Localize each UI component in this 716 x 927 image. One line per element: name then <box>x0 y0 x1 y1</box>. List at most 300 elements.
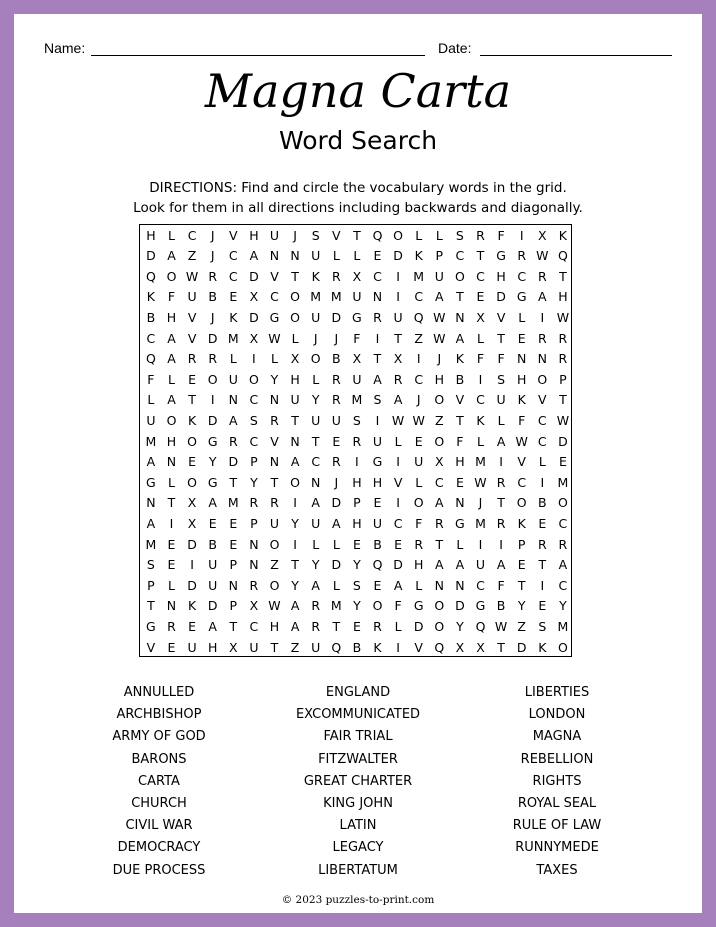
grid-letter[interactable]: A <box>167 351 176 367</box>
grid-letter[interactable]: E <box>229 516 238 531</box>
grid-letter[interactable]: G <box>372 454 383 470</box>
grid-letter[interactable]: C <box>311 454 321 470</box>
grid-letter[interactable]: A <box>249 248 259 264</box>
grid-letter[interactable]: A <box>290 454 300 470</box>
grid-letter[interactable]: A <box>393 577 403 593</box>
grid-letter[interactable]: W <box>185 268 199 284</box>
grid-letter[interactable]: K <box>373 639 382 655</box>
grid-letter[interactable]: C <box>517 474 527 490</box>
grid-letter[interactable]: V <box>270 433 279 449</box>
grid-letter[interactable]: L <box>229 351 237 367</box>
grid-letter[interactable]: L <box>456 536 464 552</box>
grid-letter[interactable]: D <box>249 268 259 284</box>
grid-letter[interactable]: R <box>414 536 424 552</box>
grid-letter[interactable]: M <box>475 516 486 531</box>
grid-letter[interactable]: N <box>455 495 465 511</box>
name-field-line[interactable] <box>91 55 425 56</box>
grid-letter[interactable]: C <box>476 392 485 408</box>
grid-letter[interactable]: O <box>310 351 321 367</box>
grid-letter[interactable]: R <box>311 619 321 634</box>
grid-letter[interactable]: M <box>351 392 363 408</box>
grid-letter[interactable]: X <box>476 310 485 325</box>
grid-letter[interactable]: Q <box>475 619 486 634</box>
grid-letter[interactable]: Y <box>353 557 361 573</box>
grid-letter[interactable]: R <box>558 351 568 367</box>
grid-letter[interactable]: E <box>558 454 567 470</box>
grid-letter[interactable]: U <box>290 392 300 408</box>
grid-letter[interactable]: S <box>352 577 361 593</box>
grid-letter[interactable]: D <box>331 495 342 511</box>
grid-letter[interactable]: C <box>558 516 568 531</box>
grid-letter[interactable]: N <box>517 351 527 367</box>
grid-letter[interactable]: A <box>290 619 300 634</box>
grid-letter[interactable]: A <box>167 248 176 264</box>
grid-letter[interactable]: D <box>187 536 197 552</box>
grid-letter[interactable]: S <box>146 557 155 573</box>
grid-letter[interactable]: C <box>228 248 238 264</box>
grid-letter[interactable]: K <box>455 351 464 367</box>
grid-letter[interactable]: D <box>331 557 342 573</box>
grid-letter[interactable]: D <box>331 310 342 325</box>
grid-letter[interactable]: Y <box>353 598 361 614</box>
grid-letter[interactable]: C <box>517 268 527 284</box>
grid-letter[interactable]: M <box>330 289 342 305</box>
grid-letter[interactable]: L <box>168 227 175 243</box>
grid-letter[interactable]: I <box>396 289 400 305</box>
grid-letter[interactable]: V <box>270 268 279 284</box>
grid-letter[interactable]: C <box>558 577 568 593</box>
grid-letter[interactable]: S <box>497 371 506 387</box>
grid-letter[interactable]: L <box>435 227 443 243</box>
grid-letter[interactable]: W <box>556 413 570 428</box>
grid-letter[interactable]: E <box>229 536 238 552</box>
grid-letter[interactable]: F <box>456 433 464 449</box>
grid-letter[interactable]: H <box>249 227 259 243</box>
grid-letter[interactable]: P <box>250 454 258 470</box>
grid-letter[interactable]: L <box>168 371 175 387</box>
grid-letter[interactable]: U <box>414 454 424 470</box>
grid-letter[interactable]: R <box>187 351 197 367</box>
grid-letter[interactable]: O <box>393 227 404 243</box>
grid-letter[interactable]: X <box>249 598 259 614</box>
grid-letter[interactable]: H <box>166 310 177 325</box>
grid-letter[interactable]: N <box>455 310 465 325</box>
grid-letter[interactable]: X <box>187 495 197 511</box>
grid-letter[interactable]: L <box>168 474 175 490</box>
grid-letter[interactable]: N <box>269 392 280 408</box>
grid-letter[interactable]: U <box>269 227 280 243</box>
grid-letter[interactable]: K <box>476 413 485 428</box>
grid-letter[interactable]: Z <box>517 619 526 634</box>
grid-letter[interactable]: U <box>311 639 321 655</box>
grid-letter[interactable]: C <box>270 289 279 305</box>
grid-letter[interactable]: A <box>229 413 238 428</box>
grid-letter[interactable]: C <box>146 330 156 346</box>
grid-letter[interactable]: C <box>537 413 547 428</box>
grid-letter[interactable]: U <box>311 248 321 264</box>
date-field-line[interactable] <box>480 55 672 56</box>
grid-letter[interactable]: R <box>249 577 259 593</box>
grid-letter[interactable]: I <box>375 330 380 346</box>
grid-letter[interactable]: X <box>393 351 403 367</box>
grid-letter[interactable]: T <box>559 392 567 408</box>
grid-letter[interactable]: Y <box>291 577 299 593</box>
grid-letter[interactable]: E <box>167 639 176 655</box>
grid-letter[interactable]: H <box>352 516 362 531</box>
grid-letter[interactable]: D <box>496 289 506 305</box>
grid-letter[interactable]: N <box>290 433 300 449</box>
grid-letter[interactable]: E <box>373 495 382 511</box>
grid-letter[interactable]: J <box>210 310 215 325</box>
grid-letter[interactable]: L <box>415 577 423 593</box>
grid-letter[interactable]: R <box>331 371 341 387</box>
grid-letter[interactable]: T <box>311 433 320 449</box>
grid-letter[interactable]: K <box>558 227 567 243</box>
grid-letter[interactable]: I <box>478 371 483 387</box>
grid-letter[interactable]: I <box>375 413 380 428</box>
grid-letter[interactable]: V <box>187 310 197 325</box>
grid-letter[interactable]: A <box>290 598 300 614</box>
grid-letter[interactable]: K <box>146 289 155 305</box>
grid-letter[interactable]: F <box>497 227 505 243</box>
grid-letter[interactable]: I <box>396 268 400 284</box>
grid-letter[interactable]: Y <box>291 516 299 531</box>
grid-letter[interactable]: D <box>146 248 156 264</box>
grid-letter[interactable]: P <box>517 536 526 552</box>
grid-letter[interactable]: U <box>434 268 444 284</box>
grid-letter[interactable]: Y <box>517 598 526 614</box>
grid-letter[interactable]: C <box>228 268 238 284</box>
grid-letter[interactable]: J <box>478 495 483 511</box>
grid-letter[interactable]: M <box>145 536 157 552</box>
grid-letter[interactable]: L <box>168 577 175 593</box>
grid-letter[interactable]: E <box>167 536 176 552</box>
grid-letter[interactable]: R <box>537 268 547 284</box>
grid-letter[interactable]: V <box>538 392 547 408</box>
grid-letter[interactable]: V <box>496 310 506 325</box>
grid-letter[interactable]: O <box>557 639 568 655</box>
grid-letter[interactable]: O <box>290 474 301 490</box>
grid-letter[interactable]: F <box>497 577 505 593</box>
grid-letter[interactable]: A <box>373 371 382 387</box>
grid-letter[interactable]: C <box>249 392 259 408</box>
grid-letter[interactable]: L <box>518 310 526 325</box>
grid-letter[interactable]: L <box>312 536 320 552</box>
grid-letter[interactable]: V <box>229 227 238 243</box>
grid-letter[interactable]: C <box>414 289 424 305</box>
grid-letter[interactable]: B <box>538 495 547 511</box>
grid-letter[interactable]: L <box>332 248 340 264</box>
grid-letter[interactable]: K <box>187 413 197 428</box>
grid-letter[interactable]: T <box>270 639 279 655</box>
grid-letter[interactable]: H <box>372 474 383 490</box>
grid-letter[interactable]: T <box>435 536 444 552</box>
grid-letter[interactable]: K <box>517 516 526 531</box>
grid-letter[interactable]: N <box>311 474 321 490</box>
grid-letter[interactable]: R <box>537 330 547 346</box>
grid-letter[interactable]: A <box>435 495 444 511</box>
grid-letter[interactable]: H <box>413 557 424 573</box>
grid-letter[interactable]: P <box>250 516 258 531</box>
grid-letter[interactable]: Q <box>372 557 383 573</box>
grid-letter[interactable]: A <box>332 516 341 531</box>
grid-letter[interactable]: I <box>478 536 483 552</box>
grid-letter[interactable]: R <box>208 268 218 284</box>
grid-letter[interactable]: C <box>476 577 485 593</box>
grid-letter[interactable]: D <box>558 433 568 449</box>
grid-letter[interactable]: X <box>476 639 485 655</box>
grid-letter[interactable]: P <box>353 495 361 511</box>
grid-letter[interactable]: H <box>290 371 300 387</box>
grid-letter[interactable]: M <box>227 495 239 511</box>
grid-letter[interactable]: O <box>454 268 465 284</box>
grid-letter[interactable]: H <box>269 619 280 634</box>
grid-letter[interactable]: Q <box>145 351 156 367</box>
grid-letter[interactable]: B <box>208 289 217 305</box>
grid-letter[interactable]: O <box>434 598 445 614</box>
grid-letter[interactable]: I <box>252 351 256 367</box>
grid-letter[interactable]: U <box>372 516 383 531</box>
grid-letter[interactable]: D <box>228 454 239 470</box>
grid-letter[interactable]: J <box>210 248 215 264</box>
grid-letter[interactable]: I <box>540 310 545 325</box>
grid-letter[interactable]: C <box>249 433 259 449</box>
grid-letter[interactable]: F <box>167 289 176 305</box>
grid-letter[interactable]: E <box>167 557 176 573</box>
grid-letter[interactable]: L <box>147 392 155 408</box>
grid-letter[interactable]: D <box>393 557 403 573</box>
grid-letter[interactable]: U <box>249 639 259 655</box>
grid-letter[interactable]: D <box>207 330 218 346</box>
grid-letter[interactable]: I <box>293 536 297 552</box>
grid-letter[interactable]: R <box>476 227 485 243</box>
grid-letter[interactable]: V <box>455 392 465 408</box>
grid-letter[interactable]: E <box>229 289 238 305</box>
grid-letter[interactable]: V <box>393 474 403 490</box>
grid-letter[interactable]: R <box>352 433 362 449</box>
grid-letter[interactable]: H <box>516 371 527 387</box>
grid-letter[interactable]: C <box>393 516 403 531</box>
grid-letter[interactable]: Y <box>270 371 279 387</box>
grid-letter[interactable]: U <box>311 310 321 325</box>
grid-letter[interactable]: A <box>208 619 217 634</box>
grid-letter[interactable]: E <box>517 557 526 573</box>
grid-letter[interactable]: T <box>456 413 464 428</box>
grid-letter[interactable]: O <box>413 495 424 511</box>
grid-letter[interactable]: A <box>167 392 176 408</box>
grid-letter[interactable]: U <box>187 289 197 305</box>
grid-letter[interactable]: U <box>372 433 383 449</box>
grid-letter[interactable]: E <box>188 454 197 470</box>
grid-letter[interactable]: C <box>434 474 444 490</box>
grid-letter[interactable]: U <box>331 413 341 428</box>
grid-letter[interactable]: R <box>331 268 341 284</box>
grid-letter[interactable]: F <box>476 351 485 367</box>
grid-letter[interactable]: L <box>332 577 340 593</box>
grid-letter[interactable]: E <box>352 536 361 552</box>
grid-letter[interactable]: N <box>249 557 259 573</box>
grid-letter[interactable]: D <box>207 413 218 428</box>
grid-letter[interactable]: Z <box>435 413 444 428</box>
grid-letter[interactable]: E <box>455 474 464 490</box>
grid-letter[interactable]: M <box>145 433 157 449</box>
grid-letter[interactable]: A <box>455 557 465 573</box>
grid-letter[interactable]: N <box>455 577 465 593</box>
grid-letter[interactable]: T <box>476 248 485 264</box>
grid-letter[interactable]: B <box>146 310 156 325</box>
grid-letter[interactable]: B <box>455 371 465 387</box>
grid-letter[interactable]: X <box>455 639 465 655</box>
grid-letter[interactable]: L <box>353 248 361 264</box>
grid-letter[interactable]: D <box>455 598 465 614</box>
grid-letter[interactable]: J <box>334 330 339 346</box>
grid-letter[interactable]: O <box>434 619 445 634</box>
grid-letter[interactable]: D <box>207 598 218 614</box>
grid-letter[interactable]: R <box>517 248 527 264</box>
grid-letter[interactable]: D <box>393 248 403 264</box>
grid-letter[interactable]: R <box>249 495 259 511</box>
grid-letter[interactable]: I <box>416 351 421 367</box>
grid-letter[interactable]: K <box>187 598 197 614</box>
grid-letter[interactable]: L <box>332 536 340 552</box>
grid-letter[interactable]: A <box>311 577 320 593</box>
grid-letter[interactable]: U <box>352 289 362 305</box>
grid-letter[interactable]: M <box>413 268 425 284</box>
grid-letter[interactable]: Z <box>270 557 279 573</box>
grid-letter[interactable]: O <box>537 371 548 387</box>
grid-letter[interactable]: R <box>537 536 547 552</box>
grid-letter[interactable]: O <box>248 371 259 387</box>
grid-letter[interactable]: W <box>536 248 549 264</box>
grid-letter[interactable]: O <box>269 536 280 552</box>
grid-letter[interactable]: E <box>538 516 547 531</box>
grid-letter[interactable]: R <box>434 516 444 531</box>
grid-letter[interactable]: Q <box>331 639 342 655</box>
grid-letter[interactable]: C <box>373 268 382 284</box>
grid-letter[interactable]: P <box>147 577 155 593</box>
grid-letter[interactable]: C <box>455 248 465 264</box>
grid-letter[interactable]: A <box>538 289 547 305</box>
grid-letter[interactable]: E <box>332 433 341 449</box>
grid-letter[interactable]: E <box>414 433 423 449</box>
grid-letter[interactable]: O <box>207 371 218 387</box>
grid-letter[interactable]: B <box>496 598 506 614</box>
grid-letter[interactable]: N <box>290 248 300 264</box>
grid-letter[interactable]: L <box>415 474 423 490</box>
grid-letter[interactable]: G <box>496 248 506 264</box>
grid-letter[interactable]: N <box>249 536 259 552</box>
grid-letter[interactable]: T <box>332 619 341 634</box>
grid-letter[interactable]: Y <box>311 392 320 408</box>
grid-letter[interactable]: F <box>518 413 526 428</box>
grid-letter[interactable]: J <box>313 330 318 346</box>
grid-letter[interactable]: E <box>394 536 403 552</box>
grid-letter[interactable]: T <box>456 289 464 305</box>
grid-letter[interactable]: O <box>290 289 301 305</box>
grid-letter[interactable]: X <box>187 516 197 531</box>
grid-letter[interactable]: F <box>147 371 155 387</box>
grid-letter[interactable]: J <box>334 474 339 490</box>
grid-letter[interactable]: F <box>415 516 423 531</box>
grid-letter[interactable]: W <box>474 474 487 490</box>
grid-letter[interactable]: L <box>538 454 546 470</box>
grid-letter[interactable]: Y <box>311 557 320 573</box>
grid-letter[interactable]: T <box>559 268 567 284</box>
grid-letter[interactable]: T <box>291 413 299 428</box>
grid-letter[interactable]: D <box>413 619 424 634</box>
grid-letter[interactable]: R <box>496 516 506 531</box>
grid-letter[interactable]: W <box>515 433 528 449</box>
grid-letter[interactable]: L <box>271 351 278 367</box>
grid-letter[interactable]: X <box>249 330 259 346</box>
grid-letter[interactable]: Q <box>434 639 445 655</box>
grid-letter[interactable]: T <box>353 227 361 243</box>
grid-letter[interactable]: E <box>188 619 197 634</box>
grid-letter[interactable]: T <box>394 330 402 346</box>
grid-letter[interactable]: G <box>269 310 280 325</box>
grid-letter[interactable]: L <box>394 619 402 634</box>
grid-letter[interactable]: L <box>312 371 320 387</box>
grid-letter[interactable]: K <box>414 248 423 264</box>
grid-letter[interactable]: G <box>475 598 486 614</box>
grid-letter[interactable]: T <box>497 495 505 511</box>
grid-letter[interactable]: Q <box>557 248 568 264</box>
grid-letter[interactable]: C <box>414 371 424 387</box>
grid-letter[interactable]: G <box>455 516 465 531</box>
grid-letter[interactable]: O <box>290 310 301 325</box>
grid-letter[interactable]: S <box>249 413 258 428</box>
grid-letter[interactable]: H <box>558 289 568 305</box>
grid-letter[interactable]: M <box>557 474 569 490</box>
grid-letter[interactable]: A <box>146 454 156 470</box>
grid-letter[interactable]: R <box>331 454 341 470</box>
grid-letter[interactable]: E <box>352 619 361 634</box>
grid-letter[interactable]: R <box>311 598 321 614</box>
grid-letter[interactable]: X <box>229 639 238 655</box>
grid-letter[interactable]: A <box>496 557 506 573</box>
grid-letter[interactable]: R <box>373 310 382 325</box>
grid-letter[interactable]: B <box>332 351 341 367</box>
grid-letter[interactable]: A <box>435 289 444 305</box>
grid-letter[interactable]: F <box>497 351 505 367</box>
grid-letter[interactable]: Y <box>208 454 217 470</box>
grid-letter[interactable]: T <box>147 598 155 614</box>
grid-letter[interactable]: G <box>146 619 156 634</box>
grid-letter[interactable]: Y <box>559 598 567 614</box>
grid-letter[interactable]: M <box>557 619 569 634</box>
grid-letter[interactable]: H <box>455 454 465 470</box>
grid-letter[interactable]: I <box>396 454 400 470</box>
grid-letter[interactable]: M <box>310 289 322 305</box>
grid-letter[interactable]: O <box>187 433 198 449</box>
grid-letter[interactable]: N <box>269 454 280 470</box>
grid-letter[interactable]: W <box>391 413 405 428</box>
grid-letter[interactable]: W <box>412 413 425 428</box>
grid-letter[interactable]: I <box>396 495 400 511</box>
grid-letter[interactable]: O <box>516 495 527 511</box>
grid-letter[interactable]: S <box>373 392 382 408</box>
grid-letter[interactable]: Z <box>290 639 300 655</box>
grid-letter[interactable]: K <box>517 392 526 408</box>
grid-letter[interactable]: A <box>311 495 320 511</box>
grid-letter[interactable]: G <box>352 310 362 325</box>
grid-letter[interactable]: I <box>169 516 174 531</box>
grid-letter[interactable]: I <box>540 577 545 593</box>
grid-letter[interactable]: M <box>330 598 342 614</box>
grid-letter[interactable]: O <box>187 474 198 490</box>
grid-letter[interactable]: R <box>331 392 341 408</box>
grid-letter[interactable]: T <box>538 557 547 573</box>
